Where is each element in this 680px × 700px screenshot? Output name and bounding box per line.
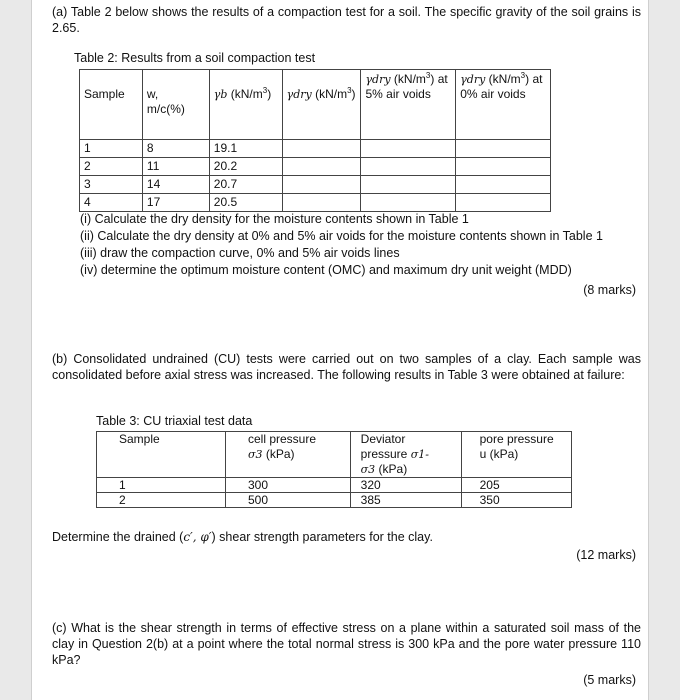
part-b-question: Determine the drained (c′, φ′) shear strength parameters for the clay.	[52, 530, 433, 544]
right-page-margin	[648, 0, 680, 700]
header-deviator-pressure: Deviator pressure σ1- σ3 (kPa)	[350, 432, 461, 478]
header-dry-unit-weight-0-air: γdry $(kN/m^3)$ at 0% air voids	[456, 70, 551, 140]
header-bulk-unit-weight: γb $(kN/m^3)$	[209, 70, 282, 140]
table-2-title: Table 2: Results from a soil compaction test	[74, 51, 316, 65]
task-iv: (iv) determine the optimum moisture content (OMC) and maximum dry unit weight (MDD)	[80, 263, 572, 277]
table-3	[96, 431, 572, 508]
header-dry-unit-weight-5-air: γdry $(kN/m^3)$ at 5% air voids	[361, 70, 456, 140]
table-row: 2 500 385 350	[97, 493, 572, 508]
header-cell-pressure: cell pressure σ3 (kPa)	[225, 432, 350, 478]
task-iii: (iii) draw the compaction curve, 0% and 5% air voids lines	[80, 246, 400, 260]
part-b-marks: (12 marks)	[576, 548, 636, 562]
task-ii: (ii) Calculate the dry density at 0% and 5% air voids for the moisture contents shown in Table 1	[80, 229, 603, 243]
header-sample: Sample	[97, 432, 226, 478]
table-row: 1 300 320 205	[97, 478, 572, 493]
header-dry-unit-weight: γdry $(kN/m^3)$	[282, 70, 361, 140]
table-2-header-row	[80, 70, 551, 140]
table-row: 3 14 20.7	[80, 176, 551, 194]
table-row: 1 8 19.1	[80, 140, 551, 158]
header-sample: Sample	[80, 70, 143, 140]
part-c-marks: (5 marks)	[583, 673, 636, 687]
part-c-question: (c) What is the shear strength in terms of effective stress on a plane within a saturated soil mass of the clay in Question 2(b) at a point where the total normal stress is 300 kPa and the pore water pressure 110 kPa?	[52, 621, 641, 667]
table-3-header-row	[97, 432, 572, 478]
header-pore-pressure: pore pressure u (kPa)	[461, 432, 571, 478]
part-a-intro: (a) Table 2 below shows the results of a compaction test for a soil. The specific gravity of the soil grains is 2.65.	[52, 5, 641, 35]
table-row: 2 11 20.2	[80, 158, 551, 176]
part-b-intro: (b) Consolidated undrained (CU) tests were carried out on two samples of a clay. Each sample was consolidated before axial stress was increased. The following results in Table 3 were obtained at failure:	[52, 352, 641, 382]
left-page-margin	[0, 0, 32, 700]
header-moisture-content: w, m/c(%)	[142, 70, 209, 140]
table-2	[79, 69, 551, 212]
table-row: 4 17 20.5	[80, 194, 551, 212]
table-3-title: Table 3: CU triaxial test data	[96, 414, 253, 428]
part-a-marks: (8 marks)	[583, 283, 636, 297]
task-i: (i) Calculate the dry density for the moisture contents shown in Table 1	[80, 212, 469, 226]
part-a-task-list	[80, 211, 640, 279]
